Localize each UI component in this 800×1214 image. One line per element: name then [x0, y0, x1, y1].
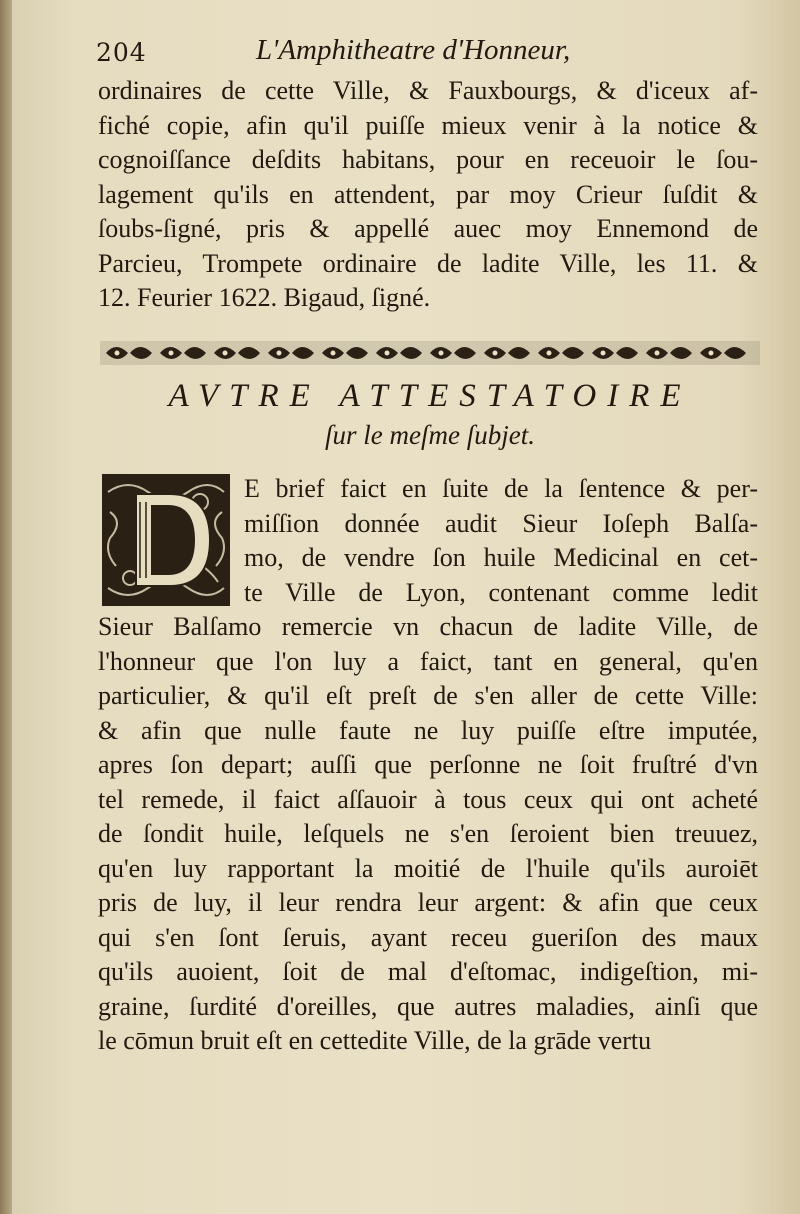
text-line: Parcieu, Trompete ordinaire de ladite Ville, les 11. & — [98, 248, 758, 278]
decorated-initial-icon — [100, 472, 232, 608]
text-line: qu'en luy rapportant la moitié de l'huile qu'ils auroiēt — [98, 853, 758, 883]
paragraph-body — [98, 610, 758, 1059]
text-line: ſoubs-ſigné, pris & appellé auec moy Ennemond de — [98, 214, 758, 243]
text-line: miſſion donnée audit Sieur Ioſeph Balſa- — [244, 508, 758, 538]
text-line: apres ſon depart; auſſi que perſonne ne ſoit fruſtré d'vn — [98, 750, 758, 779]
text-line: Sieur Balſamo remercie vn chacun de ladite Ville, de — [98, 612, 758, 641]
paragraph-opening — [244, 472, 758, 610]
text-line: l'honneur que l'on luy a faict, tant en general, qu'en — [98, 646, 758, 676]
paragraph-continued — [98, 74, 758, 316]
text-line: & afin que nulle faute ne luy puiſſe eſtre imputée, — [98, 715, 758, 745]
text-line: lagement qu'ils en attendent, par moy Crieur ſuſdit & — [98, 179, 758, 209]
text-line: te Ville de Lyon, contenant comme ledit — [244, 577, 758, 607]
text-line: ordinaires de cette Ville, & Fauxbourgs, & d'iceux af- — [98, 76, 758, 105]
text-line: graine, ſurdité d'oreilles, que autres maladies, ainſi que — [98, 991, 758, 1021]
text-line: E brief faict en ſuite de la ſentence & per- — [244, 474, 758, 503]
text-line: cognoiſſance deſdits habitans, pour en receuoir le ſou- — [98, 145, 758, 174]
page-header — [96, 32, 736, 76]
text-line: tel remede, il faict aſſauoir à tous ceux qui ont acheté — [98, 784, 758, 814]
fleuron-band-icon — [100, 338, 760, 368]
page-number: 204 — [96, 38, 147, 67]
running-title: L'Amphitheatre d'Honneur, — [256, 34, 571, 66]
text-line: qui s'en ſont ſeruis, ayant receu gueriſon des maux — [98, 922, 758, 952]
text-line: qu'ils auoient, ſoit de mal d'eſtomac, indigeſtion, mi- — [98, 957, 758, 986]
text-line: 12. Feurier 1622. Bigaud, ſigné. — [98, 283, 431, 312]
text-line: pris de luy, il leur rendra leur argent: & afin que ceux — [98, 888, 758, 917]
text-line: de ſondit huile, leſquels ne s'en ſeroient bien treuuez, — [98, 819, 758, 848]
section-heading: AVTRE ATTESTATOIRE — [168, 378, 692, 414]
text-line: mo, de vendre ſon huile Medicinal en cet- — [244, 543, 758, 572]
text-line: particulier, & qu'il eſt preſt de s'en aller de cette Ville: — [98, 681, 758, 710]
text-line: fiché copie, afin qu'il puiſſe mieux venir à la notice & — [98, 110, 758, 140]
book-gutter — [0, 0, 12, 1214]
section-subheading: ſur le meſme ſubjet. — [325, 420, 535, 450]
text-line: le cōmun bruit eſt en cettedite Ville, de la grāde vertu — [98, 1026, 652, 1055]
